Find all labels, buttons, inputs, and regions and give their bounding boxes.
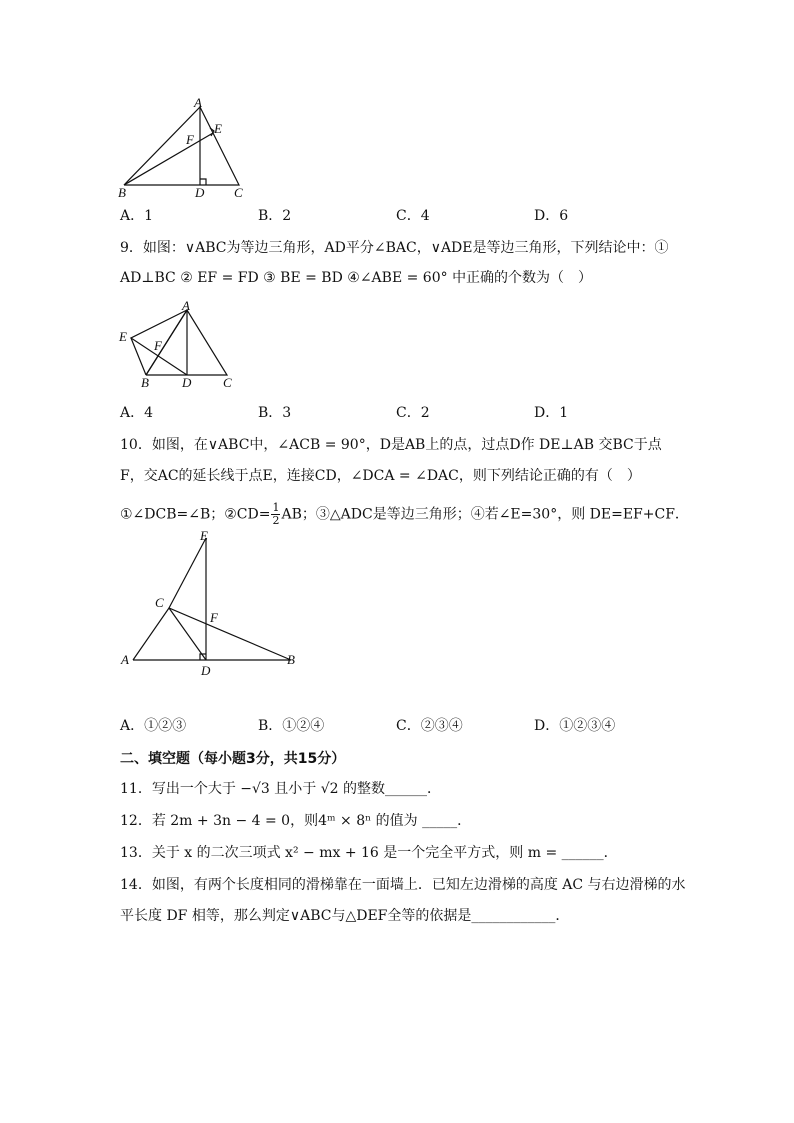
- label-C: C: [155, 595, 164, 610]
- label-F: F: [210, 610, 218, 625]
- q10-line3-part1: ①∠DCB=∠B；②CD=: [120, 506, 271, 523]
- q10-line3-part2: AB；③△ADC是等边三角形；④若∠E=30°，则 DE=EF+CF．: [281, 506, 689, 523]
- label-D: D: [195, 185, 205, 200]
- q12-text: 12．若 2m + 3n − 4 = 0，则4ᵐ × 8ⁿ 的值为 _____．: [120, 813, 472, 829]
- label-D: D: [182, 375, 192, 390]
- label-A: A: [121, 652, 129, 667]
- q10-text-line2: F，交AC的延长线于点E，连接CD，∠DCA = ∠DAC，则下列结论正确的有（ ）: [120, 468, 641, 484]
- label-B: B: [118, 185, 126, 200]
- figure-q9: [110, 298, 250, 393]
- q10-option-a[interactable]: A．①②③: [120, 718, 187, 734]
- q10-option-b[interactable]: B．①②④: [258, 718, 325, 734]
- label-E: E: [119, 329, 127, 344]
- q9-option-a[interactable]: A．4: [120, 405, 154, 421]
- q8-option-b[interactable]: B．2: [258, 208, 292, 224]
- q10-option-c[interactable]: C．②③④: [396, 718, 463, 734]
- label-D: D: [201, 663, 211, 678]
- label-B: B: [287, 652, 295, 667]
- q8-option-c[interactable]: C．4: [396, 208, 430, 224]
- label-C: C: [223, 375, 232, 390]
- q8-option-d[interactable]: D．6: [534, 208, 569, 224]
- label-E: E: [214, 121, 222, 136]
- q9-option-c[interactable]: C．2: [396, 405, 430, 421]
- label-A: A: [194, 95, 202, 110]
- label-A: A: [182, 298, 190, 313]
- label-E: E: [200, 530, 208, 543]
- q14-text-line2: 平长度 DF 相等，那么判定∨ABC与△DEF全等的依据是____________．: [120, 908, 570, 924]
- fraction-numerator: 1: [272, 501, 280, 514]
- q14-text-line1: 14．如图，有两个长度相同的滑梯靠在一面墙上．已知左边滑梯的高度 AC 与右边滑梯的水: [120, 877, 686, 893]
- figure-q8: [110, 95, 260, 205]
- figure-q10: [115, 530, 310, 680]
- q9-option-d[interactable]: D．1: [534, 405, 569, 421]
- q9-text-line2: AD⊥BC ② EF = FD ③ BE = BD ④∠ABE = 60° 中正确的个数为（ ）: [120, 270, 593, 286]
- section-title: 二、填空题（每小题3分，共15分）: [120, 751, 346, 767]
- fraction-denominator: 2: [272, 514, 280, 527]
- fraction: [271, 502, 280, 527]
- q10-text-line1: 10．如图，在∨ABC中，∠ACB = 90°，D是AB上的点，过点D作 DE⊥AB 交BC于点: [120, 437, 662, 453]
- q13-text: 13．关于 x 的二次三项式 x² − mx + 16 是一个完全平方式，则 m = ______．: [120, 845, 618, 861]
- q10-option-d[interactable]: D．①②③④: [534, 718, 616, 734]
- label-B: B: [141, 375, 149, 390]
- label-F: F: [186, 132, 194, 147]
- q9-option-b[interactable]: B．3: [258, 405, 292, 421]
- q9-text-line1: 9．如图：∨ABC为等边三角形，AD平分∠BAC，∨ADE是等边三角形，下列结论中：①: [120, 240, 669, 256]
- q8-option-a[interactable]: A．1: [120, 208, 154, 224]
- label-C: C: [234, 185, 243, 200]
- q11-text: 11．写出一个大于 −√3 且小于 √2 的整数______．: [120, 781, 442, 797]
- q10-text-line3: [120, 502, 689, 527]
- label-F: F: [154, 338, 162, 353]
